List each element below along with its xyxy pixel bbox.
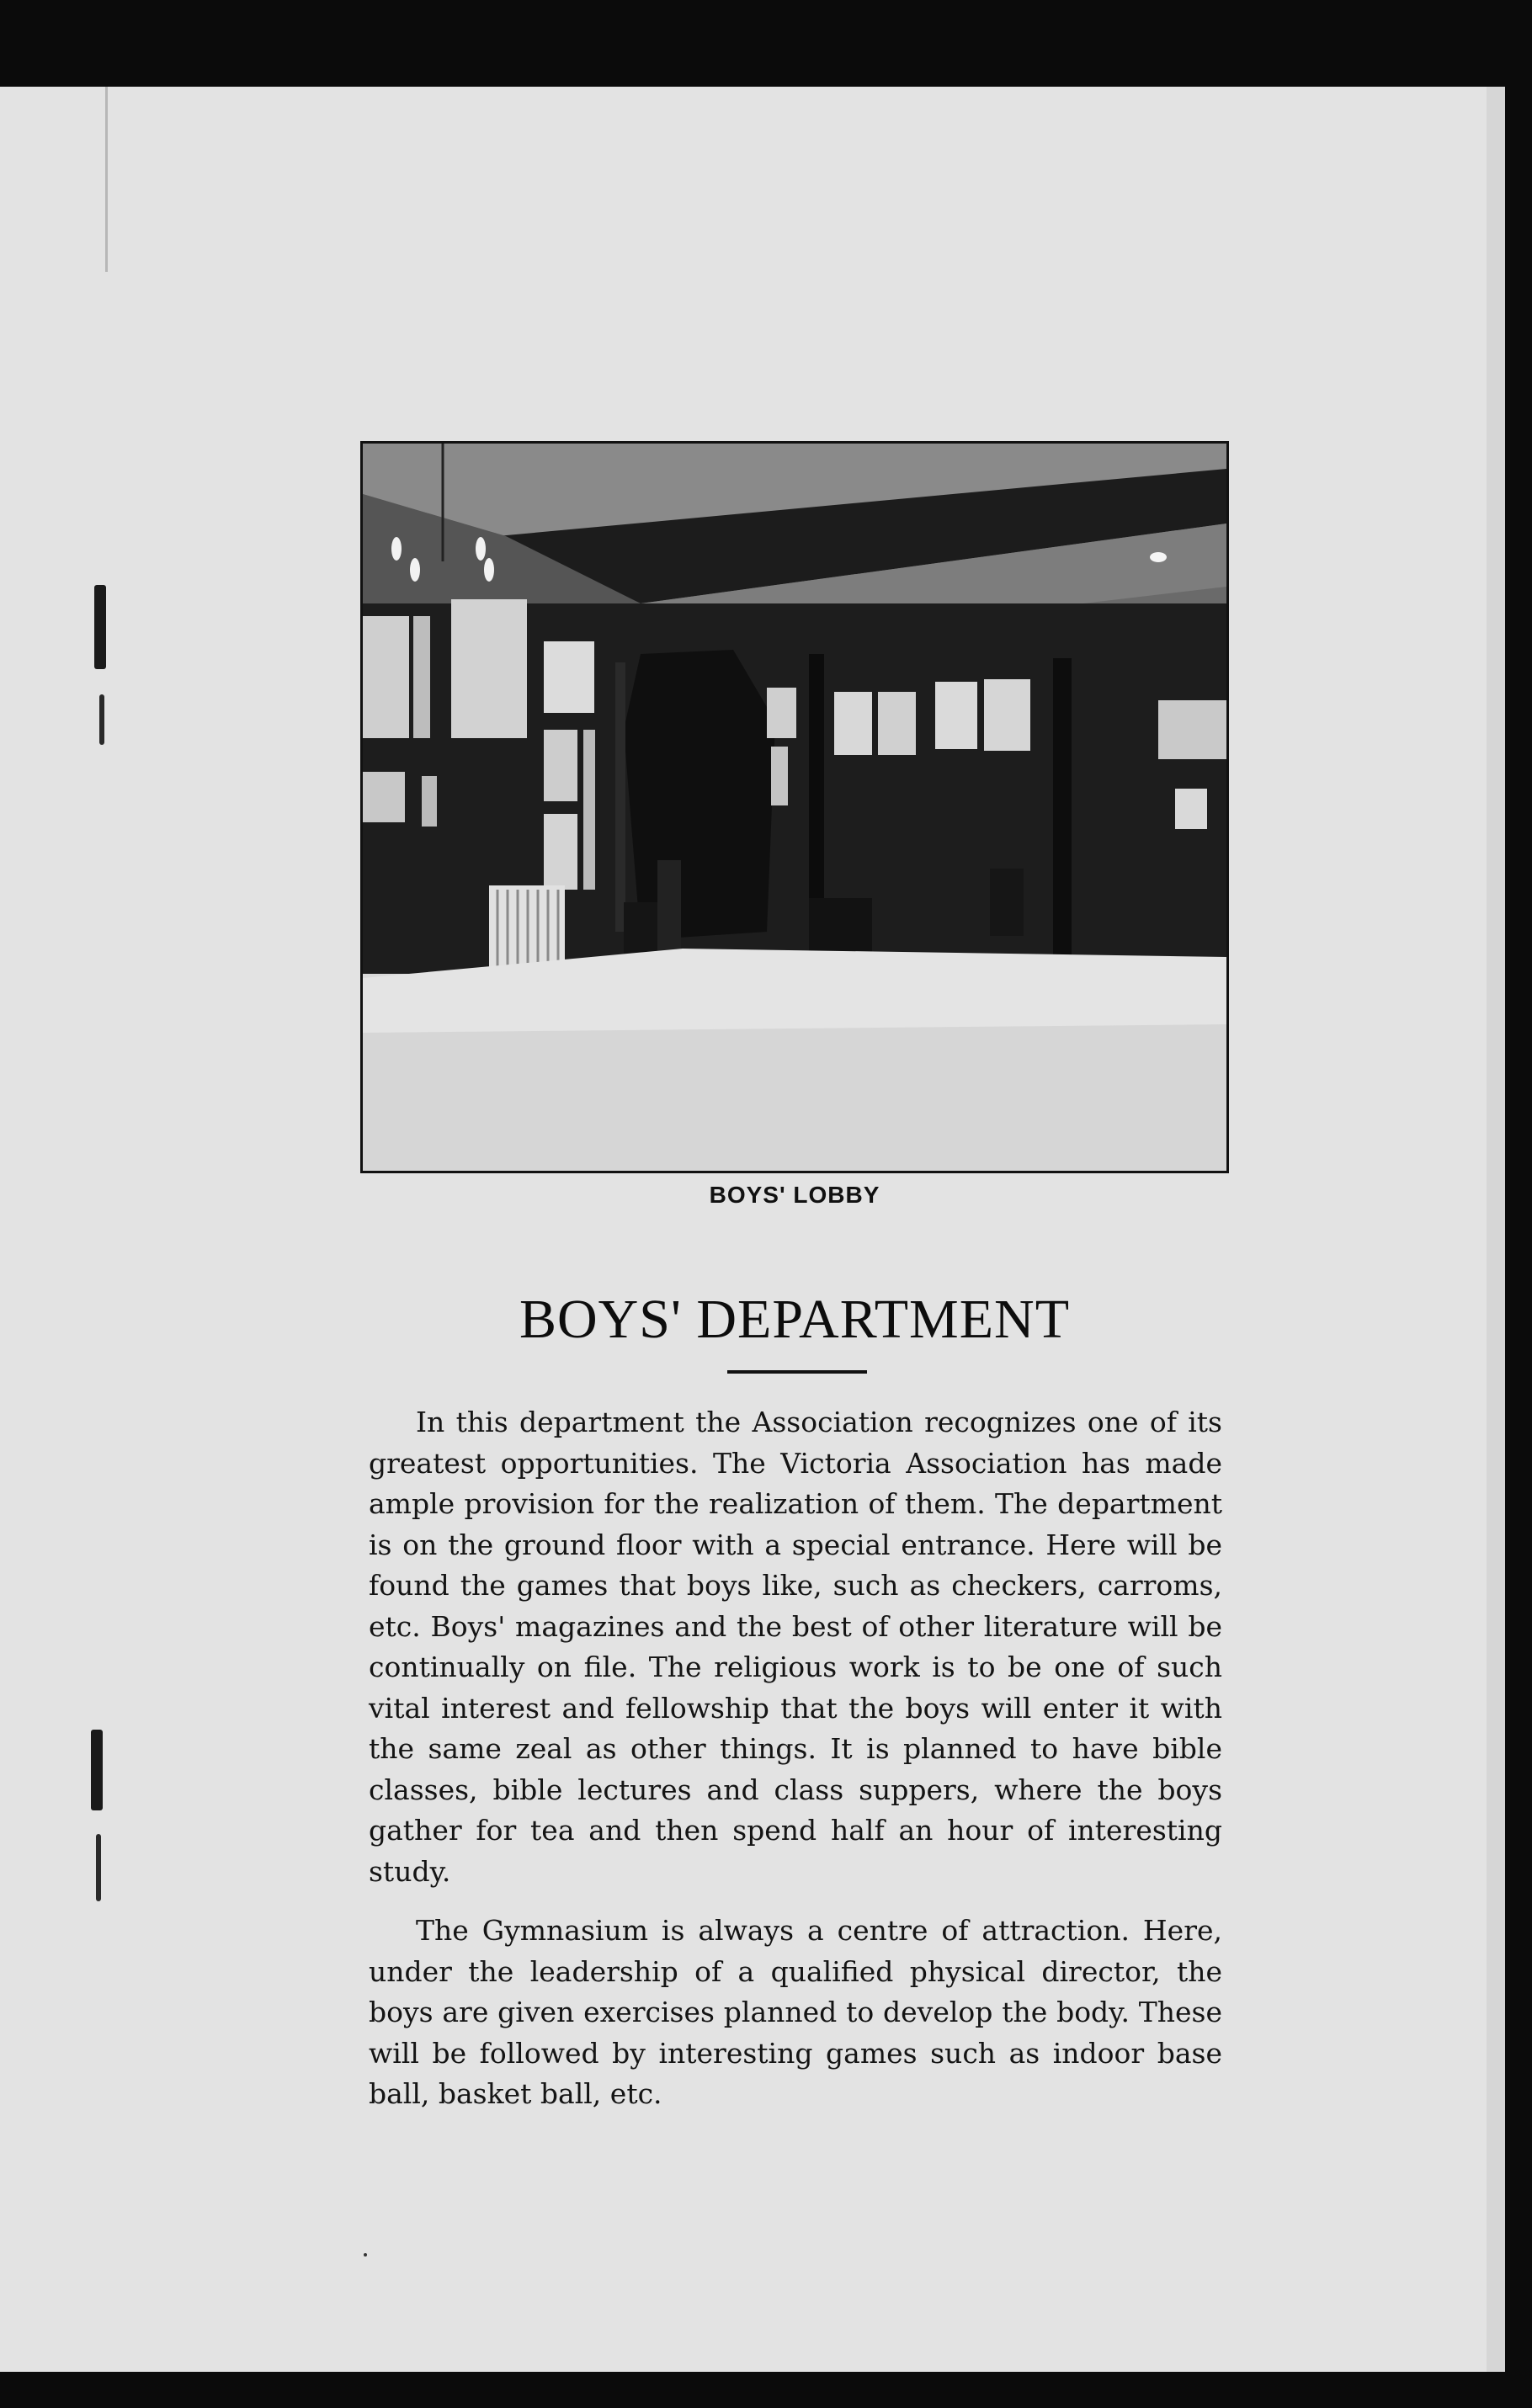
binding-mark [96, 1834, 101, 1901]
speck [364, 2253, 367, 2257]
binding-mark [94, 585, 106, 669]
binding-line [105, 87, 108, 272]
lobby-photo-image [363, 444, 1226, 1171]
lobby-photograph [360, 441, 1229, 1173]
binding-mark [91, 1730, 103, 1810]
paragraph: The Gymnasium is always a centre of attraction. Here, under the leadership of a qualified physical director, the boys are given exercises planned to develop the body. These will be followed by interesting games such as indoor base ball, basket ball, etc. [369, 1914, 1222, 2110]
title-rule [727, 1370, 867, 1374]
photo-caption: BOYS' LOBBY [709, 1182, 880, 1208]
page-title: BOYS' DEPARTMENT [519, 1289, 1071, 1350]
binding-mark [99, 694, 104, 745]
page-edge [1487, 87, 1505, 2372]
article-body [369, 1402, 1222, 2134]
paragraph: In this department the Association recognizes one of its greatest opportunities. The Victoria Association has made ample provision for the realization of them. The department is on the ground floor with a special entrance. Here will be found the games that boys like, such as checkers, carroms, etc. Boys' magazines and the best of other literature will be continually on file. The religious work is to be one of such vital interest and fellowship that the boys will enter it with the same zeal as other things. It is planned to have bible classes, bible lectures and class suppers, where the boys gather for tea and then spend half an hour of interesting study. [369, 1406, 1222, 1888]
